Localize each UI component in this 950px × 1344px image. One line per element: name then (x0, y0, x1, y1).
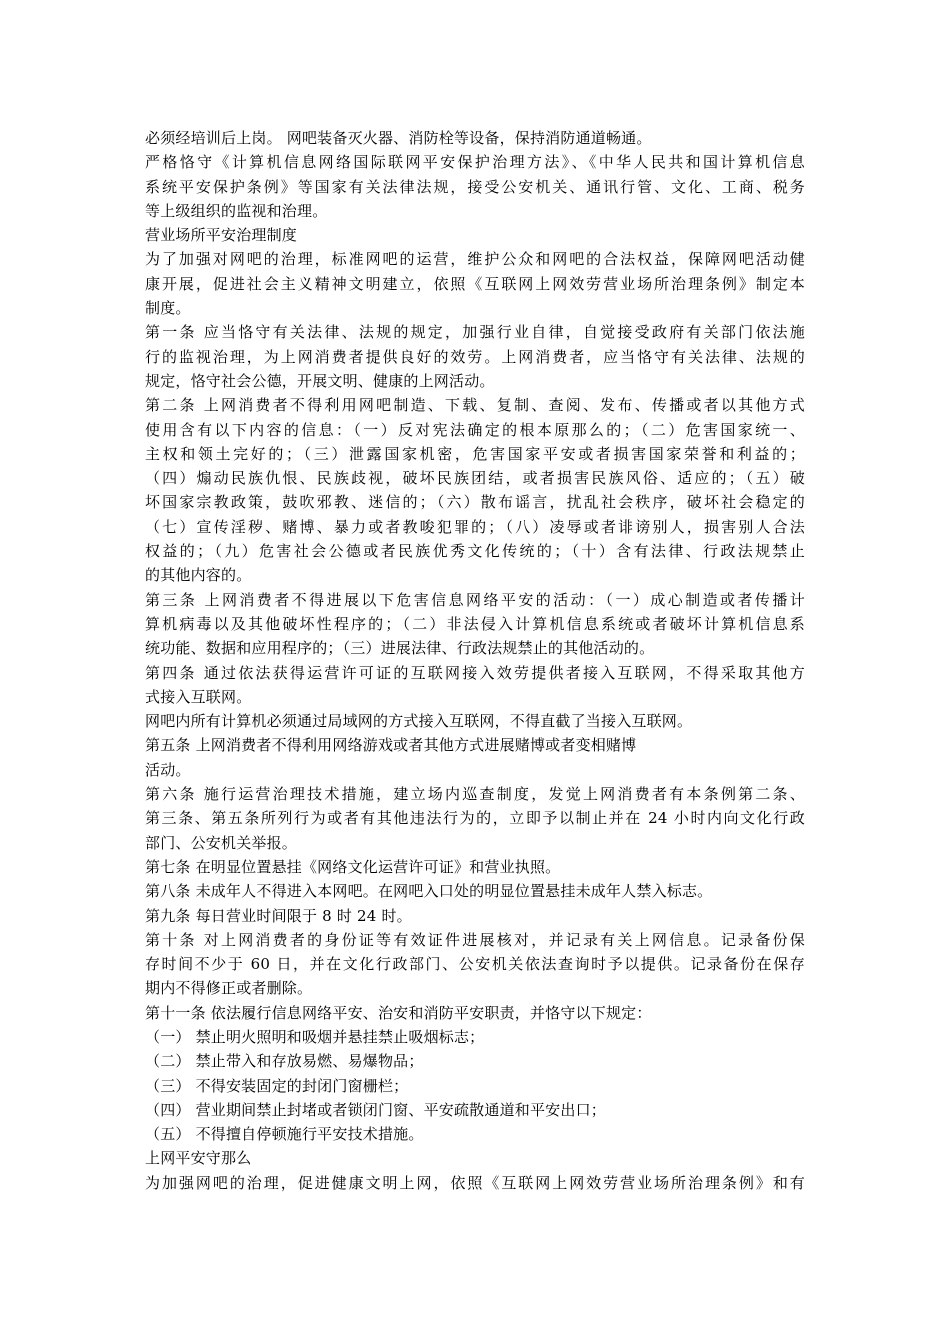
text-line: 第八条 未成年人不得进入本网吧。在网吧入口处的明显位置悬挂未成年人禁入标志。 (145, 882, 713, 901)
list-item: （二） 禁止带入和存放易燃、易爆物品； (145, 1052, 424, 1071)
text-line: 存时间不少于 60 日，并在文化行政部门、公安机关依法查询时予以提供。记录备份在保存 (145, 955, 805, 974)
text-line: 第九条 每日营业时间限于 8 时 24 时。 (145, 906, 412, 925)
text-line: 为加强网吧的治理，促进健康文明上网，依照《互联网上网效劳营业场所治理条例》和有 (145, 1173, 805, 1192)
text-line: 第六条 施行运营治理技术措施，建立场内巡查制度，发觉上网消费者有本条例第二条、 (145, 785, 805, 804)
section-heading: 营业场所平安治理制度 (145, 226, 298, 245)
text-line: 第十条 对上网消费者的身份证等有效证件进展核对，并记录有关上网信息。记录备份保 (145, 930, 805, 949)
text-line: 第四条 通过依法获得运营许可证的互联网接入效劳提供者接入互联网，不得采取其他方 (145, 663, 805, 682)
text-line: 为了加强对网吧的治理，标准网吧的运营，维护公众和网吧的合法权益，保障网吧活动健 (145, 250, 805, 269)
text-line: 行的监视治理，为上网消费者提供良好的效劳。上网消费者，应当恪守有关法律、法规的 (145, 347, 805, 366)
list-item: （三） 不得安装固定的封闭门窗栅栏； (145, 1076, 409, 1095)
text-line: 规定，恪守社会公德，开展文明、健康的上网活动。 (145, 371, 495, 390)
text-line: 式接入互联网。 (145, 687, 252, 706)
text-line: 的其他内容的。 (145, 566, 252, 585)
text-line: 坏国家宗教政策，鼓吹邪教、迷信的；（六）散布谣言，扰乱社会秩序，破坏社会稳定的 (145, 493, 805, 512)
list-item: （五） 不得擅自停顿施行平安技术措施。 (145, 1125, 424, 1144)
text-line: 第一条 应当恪守有关法律、法规的规定，加强行业自律，自觉接受政府有关部门依法施 (145, 323, 805, 342)
text-line: 使用含有以下内容的信息：（一）反对宪法确定的根本原那么的；（二）危害国家统一、 (145, 420, 805, 439)
text-line: 网吧内所有计算机必须通过局域网的方式接入互联网，不得直截了当接入互联网。 (145, 712, 693, 731)
text-line: 康开展，促进社会主义精神文明建立，依照《互联网上网效劳营业场所治理条例》制定本 (145, 274, 805, 293)
text-line: 第二条 上网消费者不得利用网吧制造、下载、复制、查阅、发布、传播或者以其他方式 (145, 396, 805, 415)
text-line: 算机病毒以及其他破坏性程序的；（二）非法侵入计算机信息系统或者破坏计算机信息系 (145, 614, 805, 633)
document-body (145, 126, 810, 1195)
text-line: 统功能、数据和应用程序的；（三）进展法律、行政法规禁止的其他活动的。 (145, 639, 655, 658)
text-line: 权益的；（九）危害社会公德或者民族优秀文化传统的；（十）含有法律、行政法规禁止 (145, 542, 805, 561)
text-line: 系统平安保护条例》等国家有关法律法规，接受公安机关、通讯行管、文化、工商、税务 (145, 177, 805, 196)
text-line: 等上级组织的监视和治理。 (145, 201, 328, 220)
list-item: （一） 禁止明火照明和吸烟并悬挂禁止吸烟标志； (145, 1027, 485, 1046)
section-heading: 上网平安守那么 (145, 1149, 252, 1168)
text-line: 第五条 上网消费者不得利用网络游戏或者其他方式进展赌博或者变相赌博 (145, 736, 637, 755)
text-line: 第三条 上网消费者不得进展以下危害信息网络平安的活动：（一）成心制造或者传播计 (145, 590, 805, 609)
text-line: 第三条、第五条所列行为或者有其他违法行为的，立即予以制止并在 24 小时内向文化行政 (145, 809, 805, 828)
text-line: 部门、公安机关举报。 (145, 833, 298, 852)
text-line: 第十一条 依法履行信息网络平安、治安和消防平安职责，并恪守以下规定： (145, 1003, 652, 1022)
text-line: （四）煽动民族仇恨、民族歧视，破坏民族团结，或者损害民族风俗、适应的；（五）破 (145, 469, 805, 488)
text-line: 必须经培训后上岗。 网吧装备灭火器、消防栓等设备，保持消防通道畅通。 (145, 129, 652, 147)
list-item: （四） 营业期间禁止封堵或者锁闭门窗、平安疏散通道和平安出口； (145, 1100, 606, 1119)
text-line: （七）宣传淫秽、赌博、暴力或者教唆犯罪的；（八）凌辱或者诽谤别人，损害别人合法 (145, 517, 805, 536)
text-line: 活动。 (145, 760, 191, 779)
text-line: 严格恪守《计算机信息网络国际联网平安保护治理方法》、《中华人民共和国计算机信息 (145, 153, 805, 172)
text-line: 第七条 在明显位置悬挂《网络文化运营许可证》和营业执照。 (145, 857, 561, 876)
text-line: 制度。 (145, 299, 191, 318)
text-line: 期内不得修正或者删除。 (145, 979, 313, 998)
text-line: 主权和领土完好的；（三）泄露国家机密，危害国家平安或者损害国家荣誉和利益的； (145, 444, 805, 463)
